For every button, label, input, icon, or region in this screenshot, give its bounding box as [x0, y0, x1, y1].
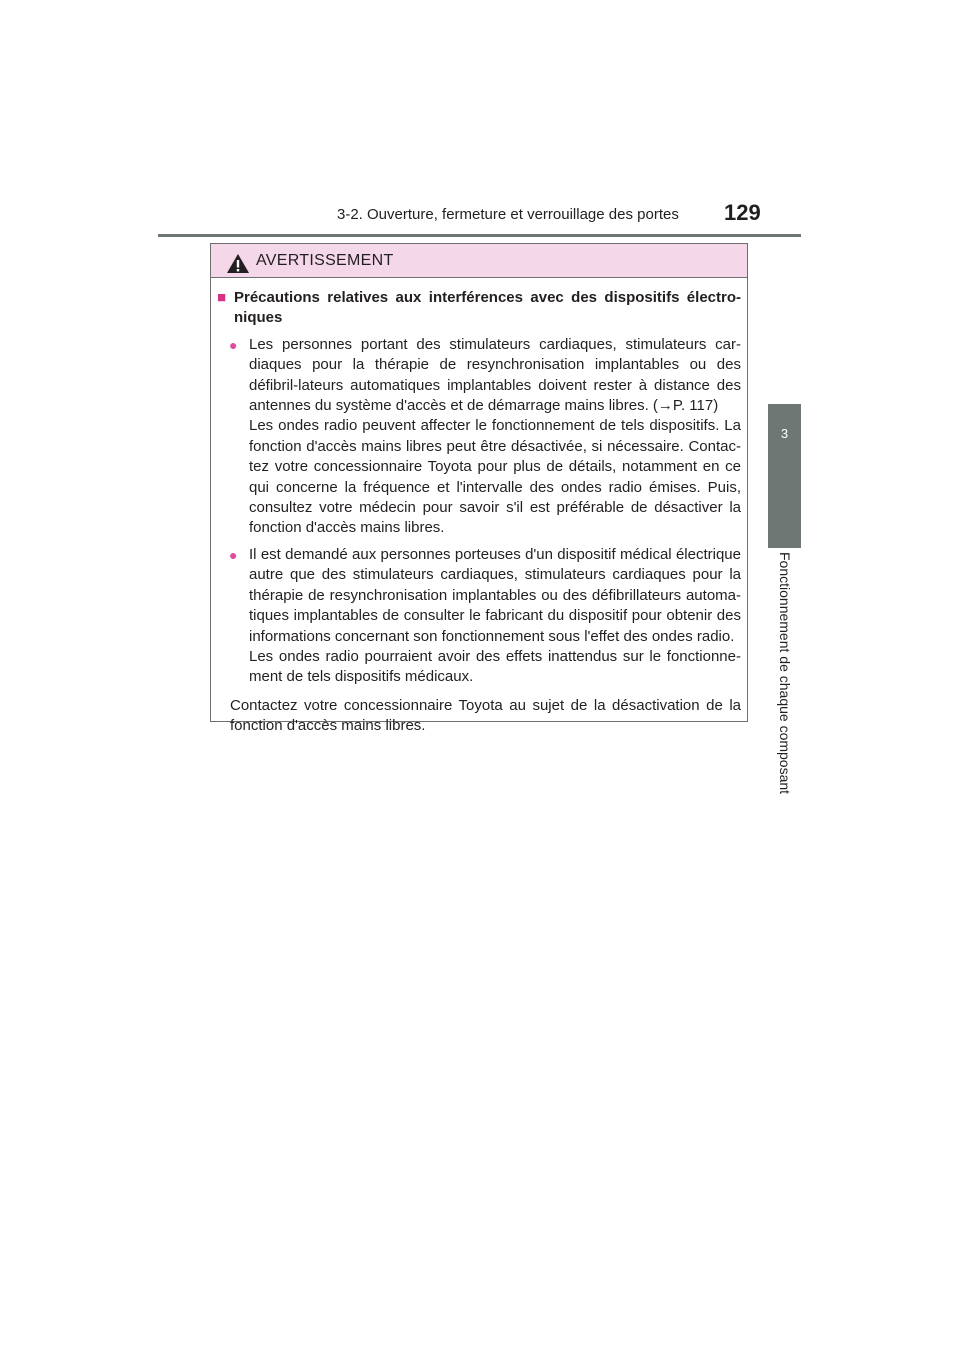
- list-item-text: Les ondes radio peuvent affecter le fonctionnement de tels dispositifs. La fonction d'accès mains libres peut être désactivée, si nécessaire. Contac-tez votre concessionnaire Toyota pour plus de détails, notamment en ce qui concerne la fréquence et l'intervalle des ondes radio émises. Puis, consultez votre médecin pour savoir s'il est préférable de désactiver la fonction d'accès mains libres.: [249, 417, 741, 537]
- warning-footer-note: Contactez votre concessionnaire Toyota au sujet de la désactivation de la fonction d'accès mains libres.: [230, 696, 741, 735]
- chapter-tab: [768, 404, 801, 548]
- circle-bullet-icon: ●: [229, 336, 238, 353]
- list-item: [216, 545, 741, 688]
- list-item-text: Les ondes radio pourraient avoir des effets inattendus sur le fonctionne-ment de tels dispositifs médicaux.: [249, 647, 741, 686]
- list-item-text: Il est demandé aux personnes porteuses d'un dispositif médical électrique autre que des stimulateurs cardiaques, stimulateurs cardiaques pour la thérapie de resynchronisation implantables ou des défibrillateurs automa-tiques implantables de consulter le fabricant du dispositif pour obtenir des informations concernant son fonctionnement sous l'effet des ondes radio.: [249, 545, 741, 645]
- chapter-number: 3: [780, 426, 789, 441]
- warning-body: [211, 278, 747, 737]
- warning-box: [210, 243, 748, 735]
- square-bullet-icon: ■: [217, 289, 227, 306]
- list-item: [216, 335, 741, 539]
- warning-header: [211, 244, 747, 278]
- page-number: 129: [724, 200, 761, 225]
- list-item-text: Les personnes portant des stimulateurs cardiaques, stimulateurs car-diaques pour la thérapie de resynchronisation implantables ou des défibril-lateurs automatiques implantables doivent rester à distance des antennes du système d'accès et de démarrage mains libres. (→P. 117): [249, 335, 741, 415]
- header-divider: [158, 234, 801, 237]
- warning-subheading: [216, 288, 741, 329]
- warning-title: AVERTISSEMENT: [256, 252, 394, 269]
- circle-bullet-icon: ●: [229, 546, 238, 563]
- section-title: 3-2. Ouverture, fermeture et verrouillage des portes: [337, 206, 679, 223]
- warning-subheading-text: Précautions relatives aux interférences avec des dispositifs électro-niques: [234, 289, 741, 327]
- chapter-label-text: Fonctionnement de chaque composant: [777, 552, 793, 795]
- list-item-body: [249, 335, 741, 539]
- warning-triangle-icon: [226, 253, 250, 274]
- list-item-body: [249, 545, 741, 688]
